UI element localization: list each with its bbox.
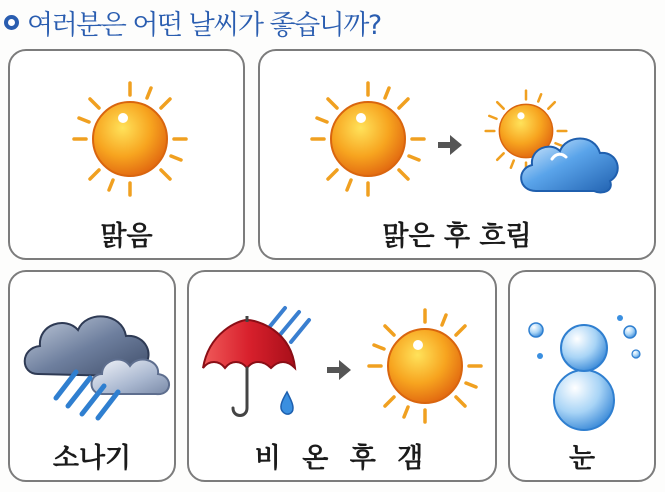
partly-cloudy-icon — [474, 83, 624, 205]
question-text: 여러분은 어떤 날씨가 좋습니까? — [27, 9, 381, 41]
weather-card-sunny[interactable] — [8, 49, 245, 260]
snowman-icon — [524, 302, 644, 432]
weather-card-snow[interactable] — [508, 270, 656, 482]
bullet-icon — [4, 15, 19, 30]
card-label-shower: 소나기 — [52, 443, 132, 474]
weather-card-sunny-then-cloudy[interactable] — [258, 49, 656, 260]
sun-icon — [308, 79, 428, 199]
umbrella-rain-icon — [199, 304, 319, 428]
arrow-right-icon — [436, 133, 464, 157]
weather-card-clear-after-rain[interactable] — [187, 270, 497, 482]
rain-cloud-icon — [18, 298, 178, 422]
card-label-sunny: 맑음 — [100, 221, 153, 252]
weather-card-shower[interactable] — [8, 270, 176, 482]
arrow-right-icon — [325, 358, 353, 382]
card-label-clear-after-rain: 비 온 후 갬 — [254, 443, 430, 474]
page-title — [4, 2, 381, 42]
card-label-sunny-then-cloudy: 맑은 후 흐림 — [382, 221, 532, 252]
sun-icon — [70, 79, 190, 199]
sun-icon — [365, 306, 485, 426]
card-label-snow: 눈 — [568, 443, 596, 474]
